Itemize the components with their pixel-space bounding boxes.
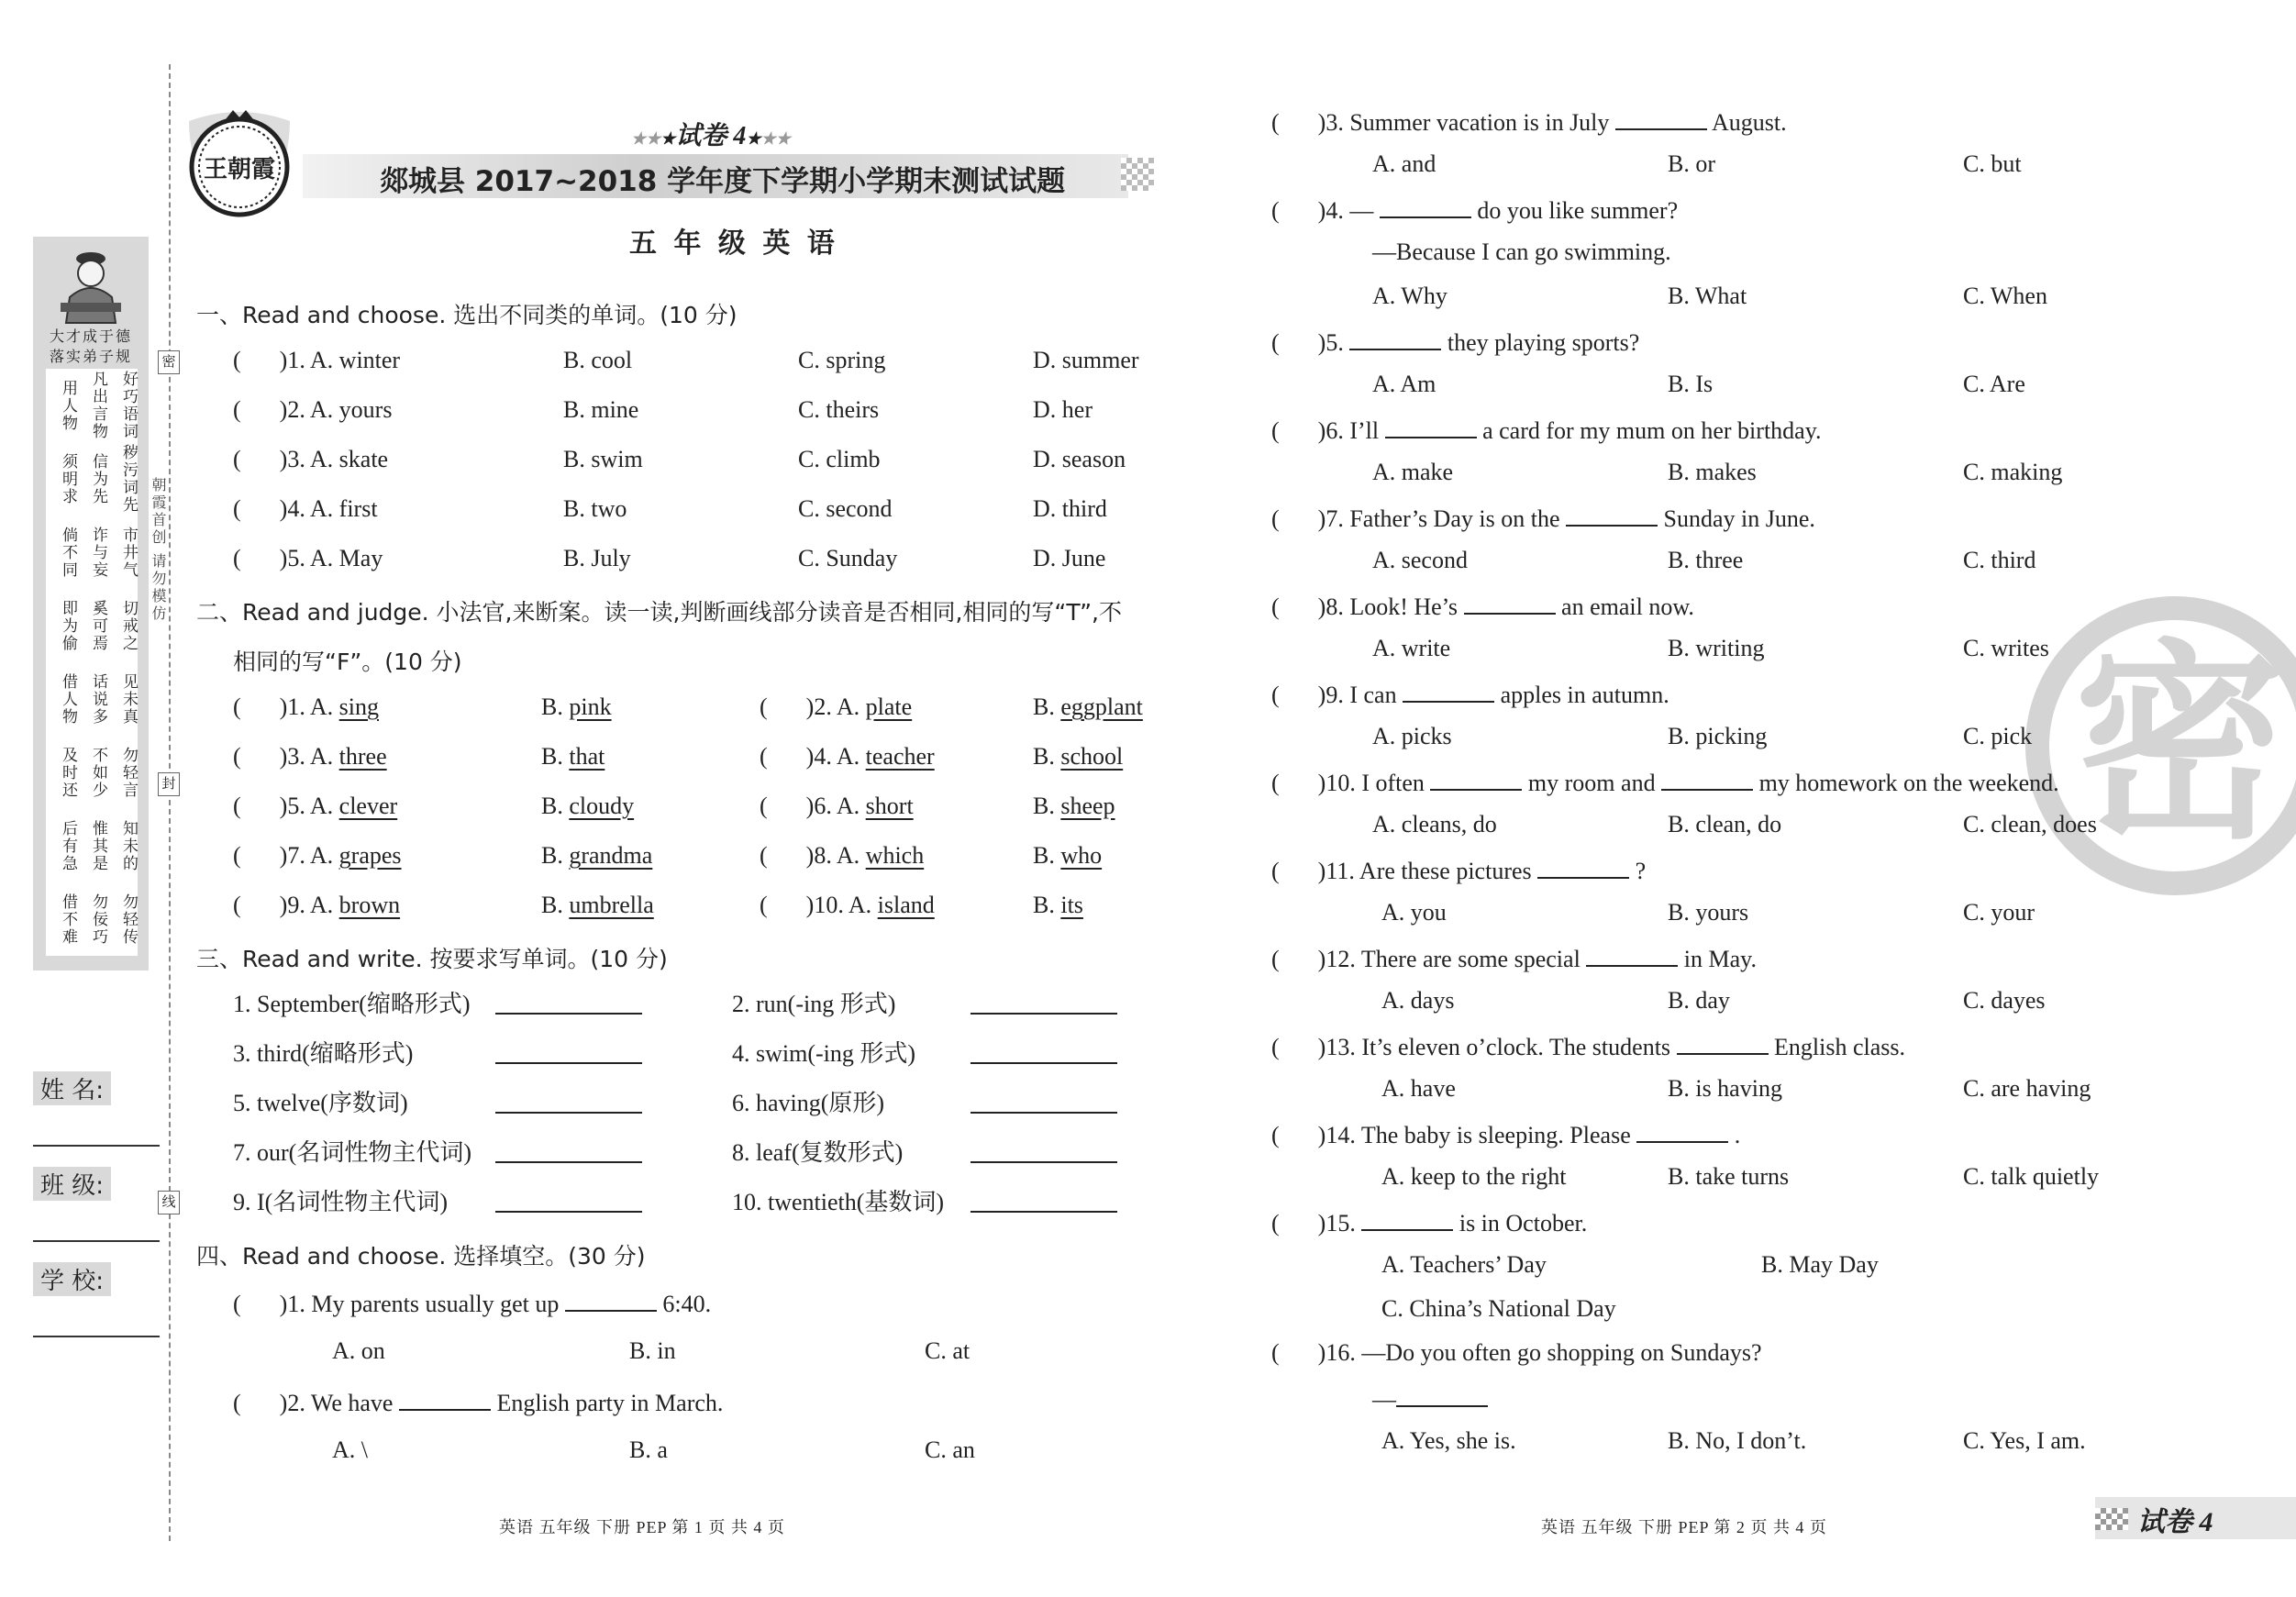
answer-paren[interactable]: ( — [760, 693, 768, 720]
answer-paren[interactable]: ( — [233, 892, 241, 918]
motto-line: 勿轻传 — [120, 893, 138, 946]
section4-heading: 四、Read and choose. 选择填空。(30 分) — [196, 1243, 646, 1270]
option-b[interactable]: B. day — [1668, 987, 1730, 1014]
answer-paren[interactable]: ( — [233, 347, 241, 373]
q1-option-a[interactable]: A. on — [332, 1337, 385, 1364]
motto-line: 市井气 — [120, 526, 138, 579]
motto-line: 切戒之 — [120, 599, 138, 652]
section2-word-b-right: B. its — [1033, 892, 1083, 918]
motto-line: 借不难 — [60, 893, 77, 946]
right-question-6: ( )6. I’ll a card for my mum on her birthday. — [1271, 415, 1822, 445]
motto-line: 后有急 — [60, 819, 77, 872]
motto-top2: 落实弟子规 — [49, 349, 132, 365]
answer-blank[interactable] — [1464, 591, 1556, 615]
right-question-line2: —Because I can go swimming. — [1372, 238, 1671, 265]
section3-answer-right[interactable] — [971, 1189, 1117, 1219]
brand-name: 王朝霞 — [203, 156, 275, 183]
option-c[interactable]: C. making — [1963, 459, 2063, 485]
motto-line: 借人物 — [60, 672, 77, 726]
right-question-13: ( )13. It’s eleven o’clock. The students English class. — [1271, 1031, 1905, 1061]
section3-prompt-right: 10. twentieth(基数词) — [732, 1189, 945, 1215]
answer-paren[interactable]: ( — [233, 693, 241, 720]
q1-option-c[interactable]: C. at — [925, 1337, 971, 1364]
right-question-14: ( )14. The baby is sleeping. Please . — [1271, 1119, 1740, 1149]
answer-blank[interactable] — [1586, 943, 1678, 967]
section1-option-b[interactable]: B. swim — [563, 446, 643, 472]
footer-checker — [2095, 1508, 2128, 1530]
answer-blank[interactable] — [1677, 1031, 1769, 1055]
header-checker — [1121, 158, 1154, 191]
section1-option-c[interactable]: C. theirs — [798, 396, 880, 423]
option-c[interactable]: C. clean, does — [1963, 811, 2097, 837]
option-a[interactable]: A. you — [1381, 899, 1447, 926]
answer-paren[interactable]: ( — [233, 1390, 241, 1416]
q2-option-a[interactable]: A. \ — [332, 1436, 368, 1463]
section1-option-c[interactable]: C. spring — [798, 347, 886, 373]
motto-line: 用人物 — [60, 379, 77, 432]
paper-tag: ★★★试卷 4★★★ — [631, 122, 791, 150]
answer-blank[interactable] — [1349, 327, 1441, 350]
footer-left: 英语 五年级 下册 PEP 第 1 页 共 4 页 — [499, 1518, 785, 1536]
question-1: ( )1. My parents usually get up 6:40. — [233, 1288, 711, 1318]
motto-poem — [46, 369, 138, 956]
section1-option-d[interactable]: D. summer — [1033, 347, 1139, 373]
section1-item: ( )1. A. winter — [233, 347, 401, 373]
watermark-seal — [2024, 594, 2296, 897]
option-c[interactable]: C. pick — [1963, 723, 2033, 749]
motto-line: 倘不同 — [60, 526, 77, 579]
section3-answer-left[interactable] — [495, 1090, 642, 1120]
cut-mark-1: 密 — [158, 350, 180, 374]
option-c[interactable]: C. are having — [1963, 1075, 2091, 1102]
answer-paren[interactable]: ( — [760, 793, 768, 819]
section2-item-left: ( )7. A. grapes — [233, 842, 402, 869]
answer-paren[interactable]: ( — [1271, 770, 1280, 796]
motto-line: 惟其是 — [90, 819, 107, 872]
section3-answer-right[interactable] — [971, 1090, 1117, 1120]
answer-paren[interactable]: ( — [233, 446, 241, 472]
star-decoration-icon: ★★ — [631, 129, 661, 148]
answer-blank[interactable] — [1566, 503, 1658, 527]
option-a[interactable]: A. make — [1372, 459, 1454, 485]
section1-option-d[interactable]: D. season — [1033, 446, 1126, 472]
section1-item: ( )3. A. skate — [233, 446, 389, 472]
right-question-10: ( )10. I often my room and my homework on the weekend. — [1271, 767, 2059, 797]
section2-word-b-left: B. grandma — [541, 842, 653, 869]
section3-answer-right[interactable] — [971, 1040, 1117, 1070]
motto-top: 大才成于德 — [49, 329, 132, 345]
option-b[interactable]: B. or — [1668, 150, 1715, 177]
section1-option-c[interactable]: C. Sunday — [798, 545, 898, 571]
section2-word-b-left: B. that — [541, 743, 605, 770]
right-question-7: ( )7. Father’s Day is on the Sunday in June. — [1271, 503, 1815, 533]
section3-prompt-left: 9. I(名词性物主代词) — [233, 1189, 448, 1215]
section1-item: ( )4. A. first — [233, 495, 378, 522]
school-field[interactable] — [33, 1336, 160, 1337]
answer-blank[interactable] — [1361, 1207, 1453, 1231]
star-decoration-icon: ★ — [746, 129, 761, 148]
answer-blank[interactable] — [1430, 767, 1522, 791]
answer-paren[interactable]: ( — [1271, 1034, 1280, 1060]
section3-prompt-left: 7. our(名词性物主代词) — [233, 1139, 471, 1166]
option-a[interactable]: A. Teachers’ Day — [1381, 1251, 1547, 1278]
scholar-figure-icon — [51, 242, 130, 325]
right-question-12: ( )12. There are some special in May. — [1271, 943, 1757, 973]
section1-option-c[interactable]: C. second — [798, 495, 893, 522]
motto-line: 话说多 — [90, 672, 107, 726]
section2-item-left: ( )3. A. three — [233, 743, 387, 770]
answer-paren[interactable]: ( — [1271, 417, 1280, 444]
answer-blank[interactable] — [1385, 415, 1477, 438]
option-c[interactable]: C. dayes — [1963, 987, 2046, 1014]
section1-option-b[interactable]: B. cool — [563, 347, 633, 373]
option-a[interactable]: A. days — [1381, 987, 1455, 1014]
section1-option-b[interactable]: B. mine — [563, 396, 639, 423]
motto-line: 奚可焉 — [90, 599, 107, 652]
option-c[interactable]: C. third — [1963, 547, 2036, 573]
option-b[interactable]: B. May Day — [1761, 1251, 1879, 1278]
section1-option-b[interactable]: B. July — [563, 545, 631, 571]
option-c[interactable]: C. China’s National Day — [1381, 1295, 1616, 1322]
section3-answer-left[interactable] — [495, 991, 642, 1021]
q1-option-b[interactable]: B. in — [629, 1337, 676, 1364]
option-b[interactable]: B. Is — [1668, 371, 1714, 397]
section2-item-left: ( )1. A. sing — [233, 693, 380, 720]
section3-prompt-left: 5. twelve(序数词) — [233, 1090, 408, 1116]
option-c[interactable]: C. your — [1963, 899, 2035, 926]
answer-blank[interactable] — [1396, 1383, 1488, 1407]
section3-prompt-right: 4. swim(-ing 形式) — [732, 1040, 916, 1067]
section2-item-right: ( )4. A. teacher — [760, 743, 935, 770]
binding-cut-line — [169, 64, 171, 1541]
section3-prompt-right: 8. leaf(复数形式) — [732, 1139, 904, 1166]
section3-answer-left[interactable] — [495, 1189, 642, 1219]
right-question-3: ( )3. Summer vacation is in July August. — [1271, 106, 1787, 137]
section2-word-b-right: B. school — [1033, 743, 1124, 770]
option-a[interactable]: A. Why — [1372, 283, 1447, 309]
option-a[interactable]: A. Yes, she is. — [1381, 1427, 1516, 1454]
motto-line: 勿轻言 — [120, 746, 138, 799]
option-b[interactable]: B. is having — [1668, 1075, 1782, 1102]
answer-paren[interactable]: ( — [1271, 1210, 1280, 1237]
answer-blank[interactable] — [399, 1387, 491, 1411]
section2-item-right: ( )6. A. short — [760, 793, 914, 819]
option-a[interactable]: A. second — [1372, 547, 1468, 573]
section2-word-b-left: B. umbrella — [541, 892, 654, 918]
option-a[interactable]: A. cleans, do — [1372, 811, 1497, 837]
answer-paren[interactable]: ( — [760, 892, 768, 918]
section2-item-right: ( )8. A. which — [760, 842, 925, 869]
answer-paren[interactable]: ( — [1271, 858, 1280, 884]
motto-line: 知未的 — [120, 819, 138, 872]
answer-paren[interactable]: ( — [1271, 682, 1280, 708]
answer-paren[interactable]: ( — [233, 842, 241, 869]
section2-word-b-right: B. eggplant — [1033, 693, 1143, 720]
option-b[interactable]: B. What — [1668, 283, 1747, 309]
section1-item: ( )2. A. yours — [233, 396, 393, 423]
answer-paren[interactable]: ( — [1271, 946, 1280, 972]
right-question-8: ( )8. Look! He’s an email now. — [1271, 591, 1694, 621]
right-question-15: ( )15. is in October. — [1271, 1207, 1587, 1237]
section1-option-d[interactable]: D. third — [1033, 495, 1107, 522]
answer-paren[interactable]: ( — [233, 545, 241, 571]
answer-paren[interactable]: ( — [1271, 1339, 1280, 1366]
answer-paren[interactable]: ( — [233, 1291, 241, 1317]
answer-paren[interactable]: ( — [1271, 329, 1280, 356]
answer-paren[interactable]: ( — [760, 842, 768, 869]
option-b[interactable]: B. three — [1668, 547, 1744, 573]
school-label: 学 校: — [33, 1262, 111, 1296]
option-b[interactable]: B. No, I don’t. — [1668, 1427, 1807, 1454]
option-c[interactable]: C. talk quietly — [1963, 1163, 2100, 1190]
section2-heading-cont: 相同的写“F”。(10 分) — [233, 649, 462, 675]
answer-blank[interactable] — [1403, 679, 1494, 703]
answer-paren[interactable]: ( — [233, 793, 241, 819]
right-question-4: ( )4. — do you like summer? — [1271, 194, 1678, 225]
answer-blank[interactable] — [1380, 194, 1471, 218]
section1-option-c[interactable]: C. climb — [798, 446, 881, 472]
page-title: 郯城县 2017~2018 学年度下学期小学期末测试试题 — [380, 165, 1066, 198]
section2-word-b-right: B. sheep — [1033, 793, 1115, 819]
option-c[interactable]: C. Are — [1963, 371, 2025, 397]
answer-blank[interactable] — [565, 1288, 657, 1312]
answer-paren[interactable]: ( — [233, 743, 241, 770]
motto-line: 不如少 — [90, 746, 107, 799]
right-question-5: ( )5. they playing sports? — [1271, 327, 1639, 357]
option-c[interactable]: C. When — [1963, 283, 2047, 309]
option-a[interactable]: A. write — [1372, 635, 1451, 661]
motto-line: 信为先 — [90, 452, 107, 505]
option-b[interactable]: B. take turns — [1668, 1163, 1790, 1190]
motto-line: 即为偷 — [60, 599, 77, 652]
section2-item-left: ( )9. A. brown — [233, 892, 401, 918]
answer-paren[interactable]: ( — [1271, 109, 1280, 136]
answer-paren[interactable]: ( — [233, 495, 241, 522]
right-question-9: ( )9. I can apples in autumn. — [1271, 679, 1669, 709]
section1-option-d[interactable]: D. June — [1033, 545, 1106, 571]
subject-title: 五 年 级 英 语 — [629, 227, 838, 260]
option-b[interactable]: B. clean, do — [1668, 811, 1782, 837]
section1-option-d[interactable]: D. her — [1033, 396, 1093, 423]
star-decoration-icon: ★ — [660, 129, 676, 148]
answer-paren[interactable]: ( — [760, 743, 768, 770]
section1-heading: 一、Read and choose. 选出不同类的单词。(10 分) — [196, 302, 738, 328]
section3-prompt-left: 1. September(缩略形式) — [233, 991, 471, 1017]
section1-item: ( )5. A. May — [233, 545, 383, 571]
motto-line: 勿佞巧 — [90, 893, 107, 946]
section2-heading: 二、Read and judge. 小法官,来断案。读一读,判断画线部分读音是否相同,相同的写“T”,不 — [196, 599, 1122, 626]
section3-answer-right[interactable] — [971, 991, 1117, 1021]
option-c[interactable]: C. writes — [1963, 635, 2049, 661]
option-b[interactable]: B. writing — [1668, 635, 1765, 661]
motto-line: 秽污词先 — [120, 444, 138, 514]
section2-word-b-right: B. who — [1033, 842, 1103, 869]
answer-paren[interactable]: ( — [1271, 505, 1280, 532]
copyright-seal-text: 朝霞首创 请勿模仿 — [150, 477, 165, 623]
motto-line: 及时还 — [60, 746, 77, 799]
motto-line: 须明求 — [60, 452, 77, 505]
section3-answer-right[interactable] — [971, 1139, 1117, 1170]
class-label: 班 级: — [33, 1167, 111, 1201]
option-a[interactable]: A. and — [1372, 150, 1436, 177]
section2-item-right: ( )2. A. plate — [760, 693, 913, 720]
section1-option-b[interactable]: B. two — [563, 495, 627, 522]
motto-line: 诈与妄 — [90, 526, 107, 579]
section3-prompt-left: 3. third(缩略形式) — [233, 1040, 414, 1067]
cut-mark-3: 线 — [158, 1191, 180, 1214]
option-a[interactable]: A. have — [1381, 1075, 1456, 1102]
section3-heading: 三、Read and write. 按要求写单词。(10 分) — [196, 946, 668, 972]
answer-paren[interactable]: ( — [1271, 1122, 1280, 1148]
question-2: ( )2. We have English party in March. — [233, 1387, 723, 1417]
right-question-16: ( )16. —Do you often go shopping on Sundays? — [1271, 1339, 1762, 1366]
option-a[interactable]: A. Am — [1372, 371, 1436, 397]
option-b[interactable]: B. yours — [1668, 899, 1749, 926]
answer-paren[interactable]: ( — [1271, 593, 1280, 620]
section3-prompt-right: 6. having(原形) — [732, 1090, 885, 1116]
section3-prompt-right: 2. run(-ing 形式) — [732, 991, 896, 1017]
section3-answer-left[interactable] — [495, 1139, 642, 1170]
answer-blank[interactable] — [1636, 1119, 1728, 1143]
section2-item-right: ( )10. A. island — [760, 892, 935, 918]
option-a[interactable]: A. picks — [1372, 723, 1452, 749]
q2-option-b[interactable]: B. a — [629, 1436, 668, 1463]
section2-item-left: ( )5. A. clever — [233, 793, 398, 819]
brand-logo-seal — [180, 103, 299, 222]
option-c[interactable]: C. but — [1963, 150, 2022, 177]
cut-mark-2: 封 — [158, 772, 180, 796]
option-a[interactable]: A. keep to the right — [1381, 1163, 1567, 1190]
answer-blank[interactable] — [1537, 855, 1629, 879]
motto-line: 好巧语词 — [120, 371, 138, 440]
name-label: 姓 名: — [33, 1071, 111, 1105]
watermark-text: 密 — [2073, 623, 2285, 868]
q2-option-c[interactable]: C. an — [925, 1436, 975, 1463]
motto-panel — [33, 237, 149, 970]
section3-answer-left[interactable] — [495, 1040, 642, 1070]
option-c[interactable]: C. Yes, I am. — [1963, 1427, 2086, 1454]
right-question-line2: — — [1372, 1383, 1488, 1414]
star-decoration-icon: ★★ — [760, 129, 791, 148]
right-question-11: ( )11. Are these pictures ? — [1271, 855, 1646, 885]
motto-line: 见未真 — [120, 672, 138, 726]
class-field[interactable] — [33, 1240, 160, 1242]
option-b[interactable]: B. picking — [1668, 723, 1768, 749]
section2-word-b-left: B. pink — [541, 693, 612, 720]
footer-right: 英语 五年级 下册 PEP 第 2 页 共 4 页 — [1541, 1518, 1827, 1536]
answer-paren[interactable]: ( — [233, 396, 241, 423]
section2-word-b-left: B. cloudy — [541, 793, 635, 819]
name-field[interactable] — [33, 1145, 160, 1147]
footer-paper-tag: 试卷 4 — [2137, 1507, 2213, 1537]
answer-blank[interactable] — [1615, 106, 1707, 130]
answer-blank[interactable] — [1661, 767, 1753, 791]
motto-line: 凡出言物 — [90, 371, 107, 440]
option-b[interactable]: B. makes — [1668, 459, 1757, 485]
answer-paren[interactable]: ( — [1271, 197, 1280, 224]
